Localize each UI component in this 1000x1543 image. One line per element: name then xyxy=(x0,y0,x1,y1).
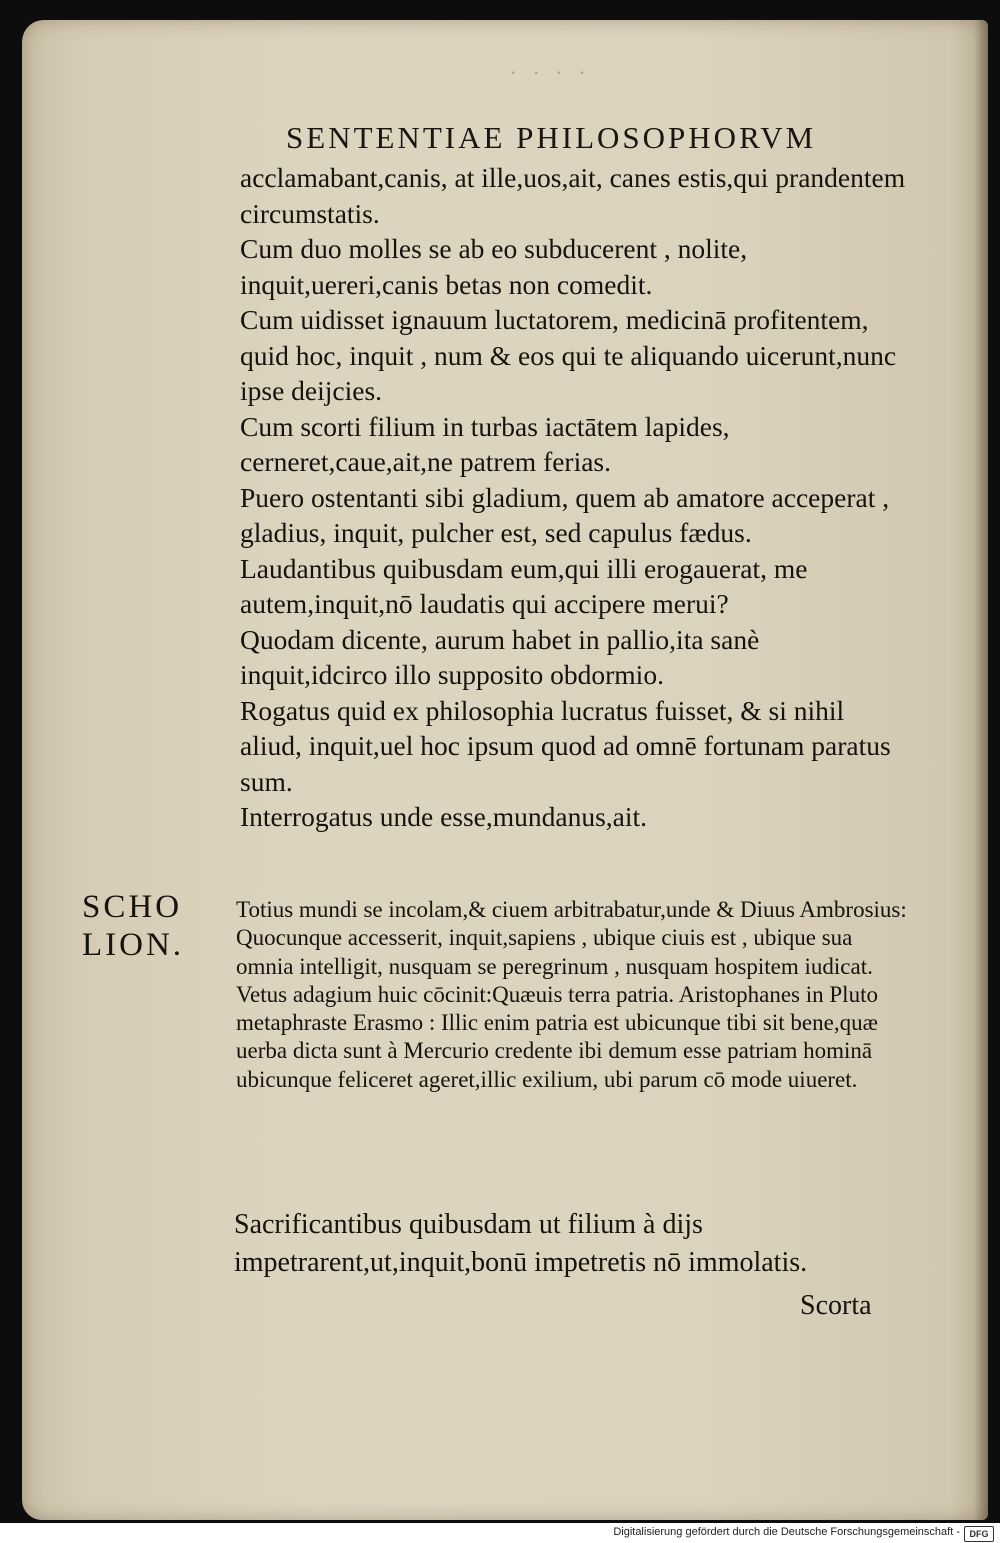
paragraph-9: Interrogatus unde esse,mundanus,ait. xyxy=(240,801,648,832)
footer-bar xyxy=(0,1523,1000,1543)
bleed-through-mark: · · · · xyxy=(510,60,591,85)
footer-credit: Digitalisierung gefördert durch die Deutsche Forschungsgemeinschaft - xyxy=(613,1526,960,1538)
main-text xyxy=(240,160,912,835)
page-edge-shadow xyxy=(974,20,988,1520)
closing-paragraph: Sacrificantibus quibusdam ut filium à dijs impetrarent,ut,inquit,bonū impetretis nō immolatis. xyxy=(234,1209,808,1278)
paragraph-2: Cum duo molles se ab eo subducerent , nolite, inquit,uereri,canis betas non comedit. xyxy=(240,233,748,300)
paragraph-5: Puero ostentanti sibi gladium, quem ab amatore acceperat , gladius, inquit, pulcher est, sed capulus fædus. xyxy=(240,481,890,548)
paragraph-1: acclamabant,canis, at ille,uos,ait, canes estis,qui prandentem circumstatis. xyxy=(240,162,906,229)
dfg-logo: DFG xyxy=(964,1526,994,1542)
paragraph-4: Cum scorti filium in turbas iactātem lapides, cerneret,caue,ait,ne patrem ferias. xyxy=(240,410,730,477)
running-head: SENTENTIAE PHILOSOPHORVM xyxy=(286,120,817,155)
scholion-text: Totius mundi se incolam,& ciuem arbitrabatur,unde & Diuus Ambrosius: Quocunque accesserit, inquit,sapiens , ubique ciuis est , ubique sua omnia intelligit, nusquam se peregrinum , nusquam hospitem iudicat. Vetus adagium huic cōcinit:Quæuis terra patria. Aristophanes in Pluto metaphraste Erasmo : Illic enim patria est ubicunque tibi sit bene,quæ uerba dicta sunt à Mercurio credente ibi demum esse patriam hominā ubicunque feliceret ageret,illic exilium, ubi parum cō mode uiueret. xyxy=(236,897,907,1092)
paragraph-7: Quodam dicente, aurum habet in pallio,ita sanè inquit,idcirco illo supposito obdormio. xyxy=(240,623,760,690)
paragraph-3: Cum uidisset ignauum luctatorem, medicinā profitentem, quid hoc, inquit , num & eos qui te aliquando uicerunt,nunc ipse deijcies. xyxy=(240,304,897,406)
paragraph-6: Laudantibus quibusdam eum,qui illi erogauerat, me autem,inquit,nō laudatis qui accipere merui? xyxy=(240,552,808,619)
catchword: Scorta xyxy=(800,1290,872,1321)
scholion-label: SCHO LION. xyxy=(82,889,185,963)
paragraph-8: Rogatus quid ex philosophia lucratus fuisset, & si nihil aliud, inquit,uel hoc ipsum quod ad omnē fortunam paratus sum. xyxy=(240,694,891,797)
